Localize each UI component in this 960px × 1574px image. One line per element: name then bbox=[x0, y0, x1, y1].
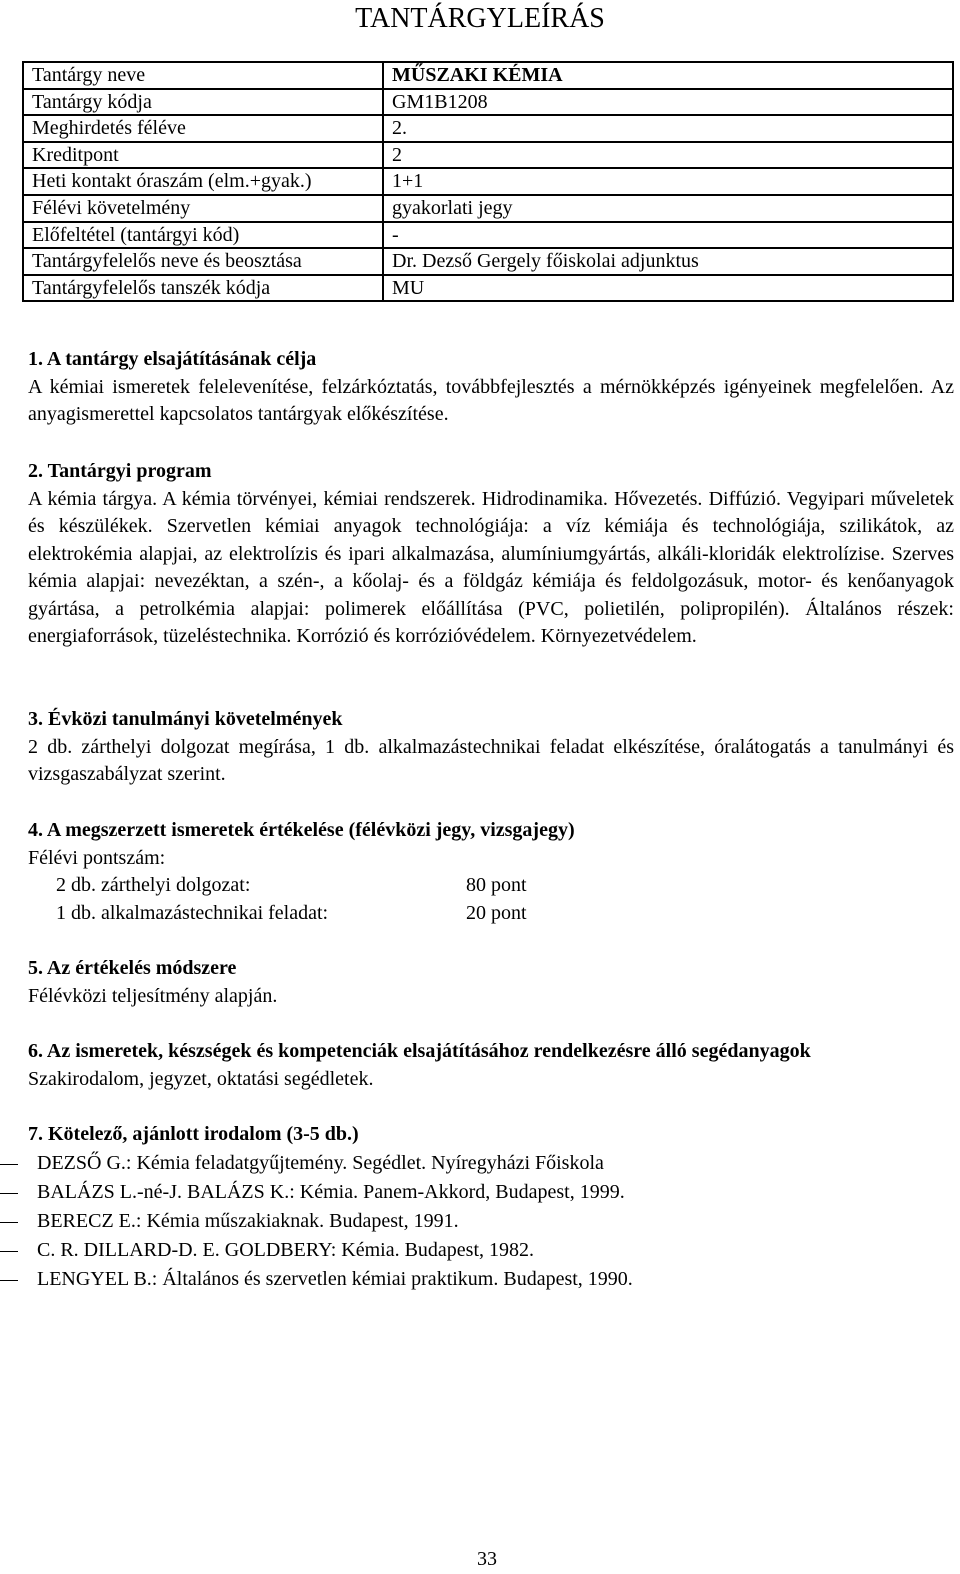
info-key: Tantárgy kódja bbox=[23, 89, 383, 116]
reference-text: C. R. DILLARD-D. E. GOLDBERY: Kémia. Budapest, 1982. bbox=[37, 1238, 535, 1261]
table-row bbox=[23, 142, 953, 169]
table-row bbox=[23, 115, 953, 142]
section-course-goal bbox=[28, 346, 954, 429]
info-key: Heti kontakt óraszám (elm.+gyak.) bbox=[23, 168, 383, 195]
list-item bbox=[28, 1236, 954, 1265]
section-evaluation-method bbox=[28, 955, 954, 1010]
info-value: - bbox=[383, 222, 953, 249]
section-heading: 3. Évközi tanulmányi követelmények bbox=[28, 708, 343, 730]
points-value: 80 pont bbox=[466, 874, 527, 896]
section-heading: 6. Az ismeretek, készségek és kompetenciák elsajátításához rendelkezésre álló segédanyagok bbox=[28, 1040, 811, 1062]
info-key: Tantárgyfelelős tanszék kódja bbox=[23, 275, 383, 302]
info-key: Tantárgyfelelős neve és beosztása bbox=[23, 248, 383, 275]
points-label: 2 db. zárthelyi dolgozat: bbox=[56, 874, 251, 896]
section-heading: 4. A megszerzett ismeretek értékelése (félévközi jegy, vizsgajegy) bbox=[28, 819, 575, 841]
section-heading: 1. A tantárgy elsajátításának célja bbox=[28, 348, 317, 370]
document-title: TANTÁRGYLEÍRÁS bbox=[355, 3, 605, 34]
section-heading: 7. Kötelező, ajánlott irodalom (3-5 db.) bbox=[28, 1123, 359, 1145]
info-value: 2. bbox=[383, 115, 953, 142]
section-assessment bbox=[28, 817, 954, 927]
section-resources bbox=[28, 1038, 954, 1093]
section-heading: 5. Az értékelés módszere bbox=[28, 957, 237, 979]
table-row bbox=[23, 89, 953, 116]
section-text: 2 db. zárthelyi dolgozat megírása, 1 db. alkalmazástechnikai feladat elkészítése, óralátogatás a tanulmányi és vizsgaszabályzat szerint. bbox=[28, 735, 954, 785]
info-key: Tantárgy neve bbox=[23, 62, 383, 89]
points-list bbox=[28, 872, 954, 927]
course-info-table bbox=[22, 61, 954, 302]
section-semester-requirements bbox=[28, 706, 954, 789]
table-row bbox=[23, 275, 953, 302]
info-value: gyakorlati jegy bbox=[383, 195, 953, 222]
info-value: MU bbox=[383, 275, 953, 302]
info-value: 1+1 bbox=[383, 168, 953, 195]
reference-text: BALÁZS L.-né-J. BALÁZS K.: Kémia. Panem-Akkord, Budapest, 1999. bbox=[37, 1180, 625, 1203]
reference-text: LENGYEL B.: Általános és szervetlen kémiai praktikum. Budapest, 1990. bbox=[37, 1267, 633, 1290]
info-key: Félévi követelmény bbox=[23, 195, 383, 222]
list-item bbox=[28, 1265, 954, 1294]
points-label: 1 db. alkalmazástechnikai feladat: bbox=[56, 901, 329, 924]
list-item bbox=[28, 1149, 954, 1178]
section-text: A kémia tárgya. A kémia törvényei, kémiai rendszerek. Hidrodinamika. Hővezetés. Diffúzió. Vegyipari műveletek és készülékek. Szervetlen kémiai anyagok technológiája: a víz kémiája és technológiája, szilikátok, az elektrokémia alapjai, az elektrolízis és ipari alkalmazása, alumíniumgyártás, alkáli-kloridák elektrolízise. Szerves kémia alapjai: nevezéktan, a szén-, a kőolaj- és a földgáz kémiája és feldolgozásuk, motor- és kenőanyagok gyártása, a petrolkémia alapjai: polimerek előállítása (PVC, polietilén, polipropilén). Általános részek: energiaforrások, tüzeléstechnika. Korrózió és korrózióvédelem. Környezetvédelem. bbox=[28, 487, 954, 647]
section-course-program bbox=[28, 458, 954, 651]
table-row bbox=[23, 168, 953, 195]
section-literature bbox=[28, 1121, 954, 1294]
list-item bbox=[28, 1207, 954, 1236]
info-value: GM1B1208 bbox=[383, 89, 953, 116]
reference-list bbox=[28, 1149, 954, 1294]
table-row bbox=[23, 222, 953, 249]
page-number: 33 bbox=[477, 1548, 497, 1570]
section-heading: 2. Tantárgyi program bbox=[28, 460, 212, 482]
section-text: A kémiai ismeretek felelevenítése, felzárkóztatás, továbbfejlesztés a mérnökképzés igényeinek megfelelően. Az anyagismerettel kapcsolatos tantárgyak előkészítése. bbox=[28, 375, 954, 425]
info-value: MŰSZAKI KÉMIA bbox=[383, 62, 953, 89]
table-row bbox=[23, 248, 953, 275]
info-key: Meghirdetés féléve bbox=[23, 115, 383, 142]
points-value: 20 pont bbox=[466, 901, 527, 924]
reference-text: DEZSŐ G.: Kémia feladatgyűjtemény. Segédlet. Nyíregyházi Főiskola bbox=[37, 1151, 604, 1174]
reference-text: BERECZ E.: Kémia műszakiaknak. Budapest, 1991. bbox=[37, 1209, 459, 1232]
list-item bbox=[28, 1178, 954, 1207]
info-value: Dr. Dezső Gergely főiskolai adjunktus bbox=[383, 248, 953, 275]
info-key: Kreditpont bbox=[23, 142, 383, 169]
section-text: Szakirodalom, jegyzet, oktatási segédletek. bbox=[28, 1067, 374, 1090]
section-text: Félévközi teljesítmény alapján. bbox=[28, 984, 278, 1007]
table-row bbox=[23, 195, 953, 222]
table-row bbox=[23, 62, 953, 89]
info-key: Előfeltétel (tantárgyi kód) bbox=[23, 222, 383, 249]
info-value: 2 bbox=[383, 142, 953, 169]
points-intro: Félévi pontszám: bbox=[28, 846, 166, 869]
